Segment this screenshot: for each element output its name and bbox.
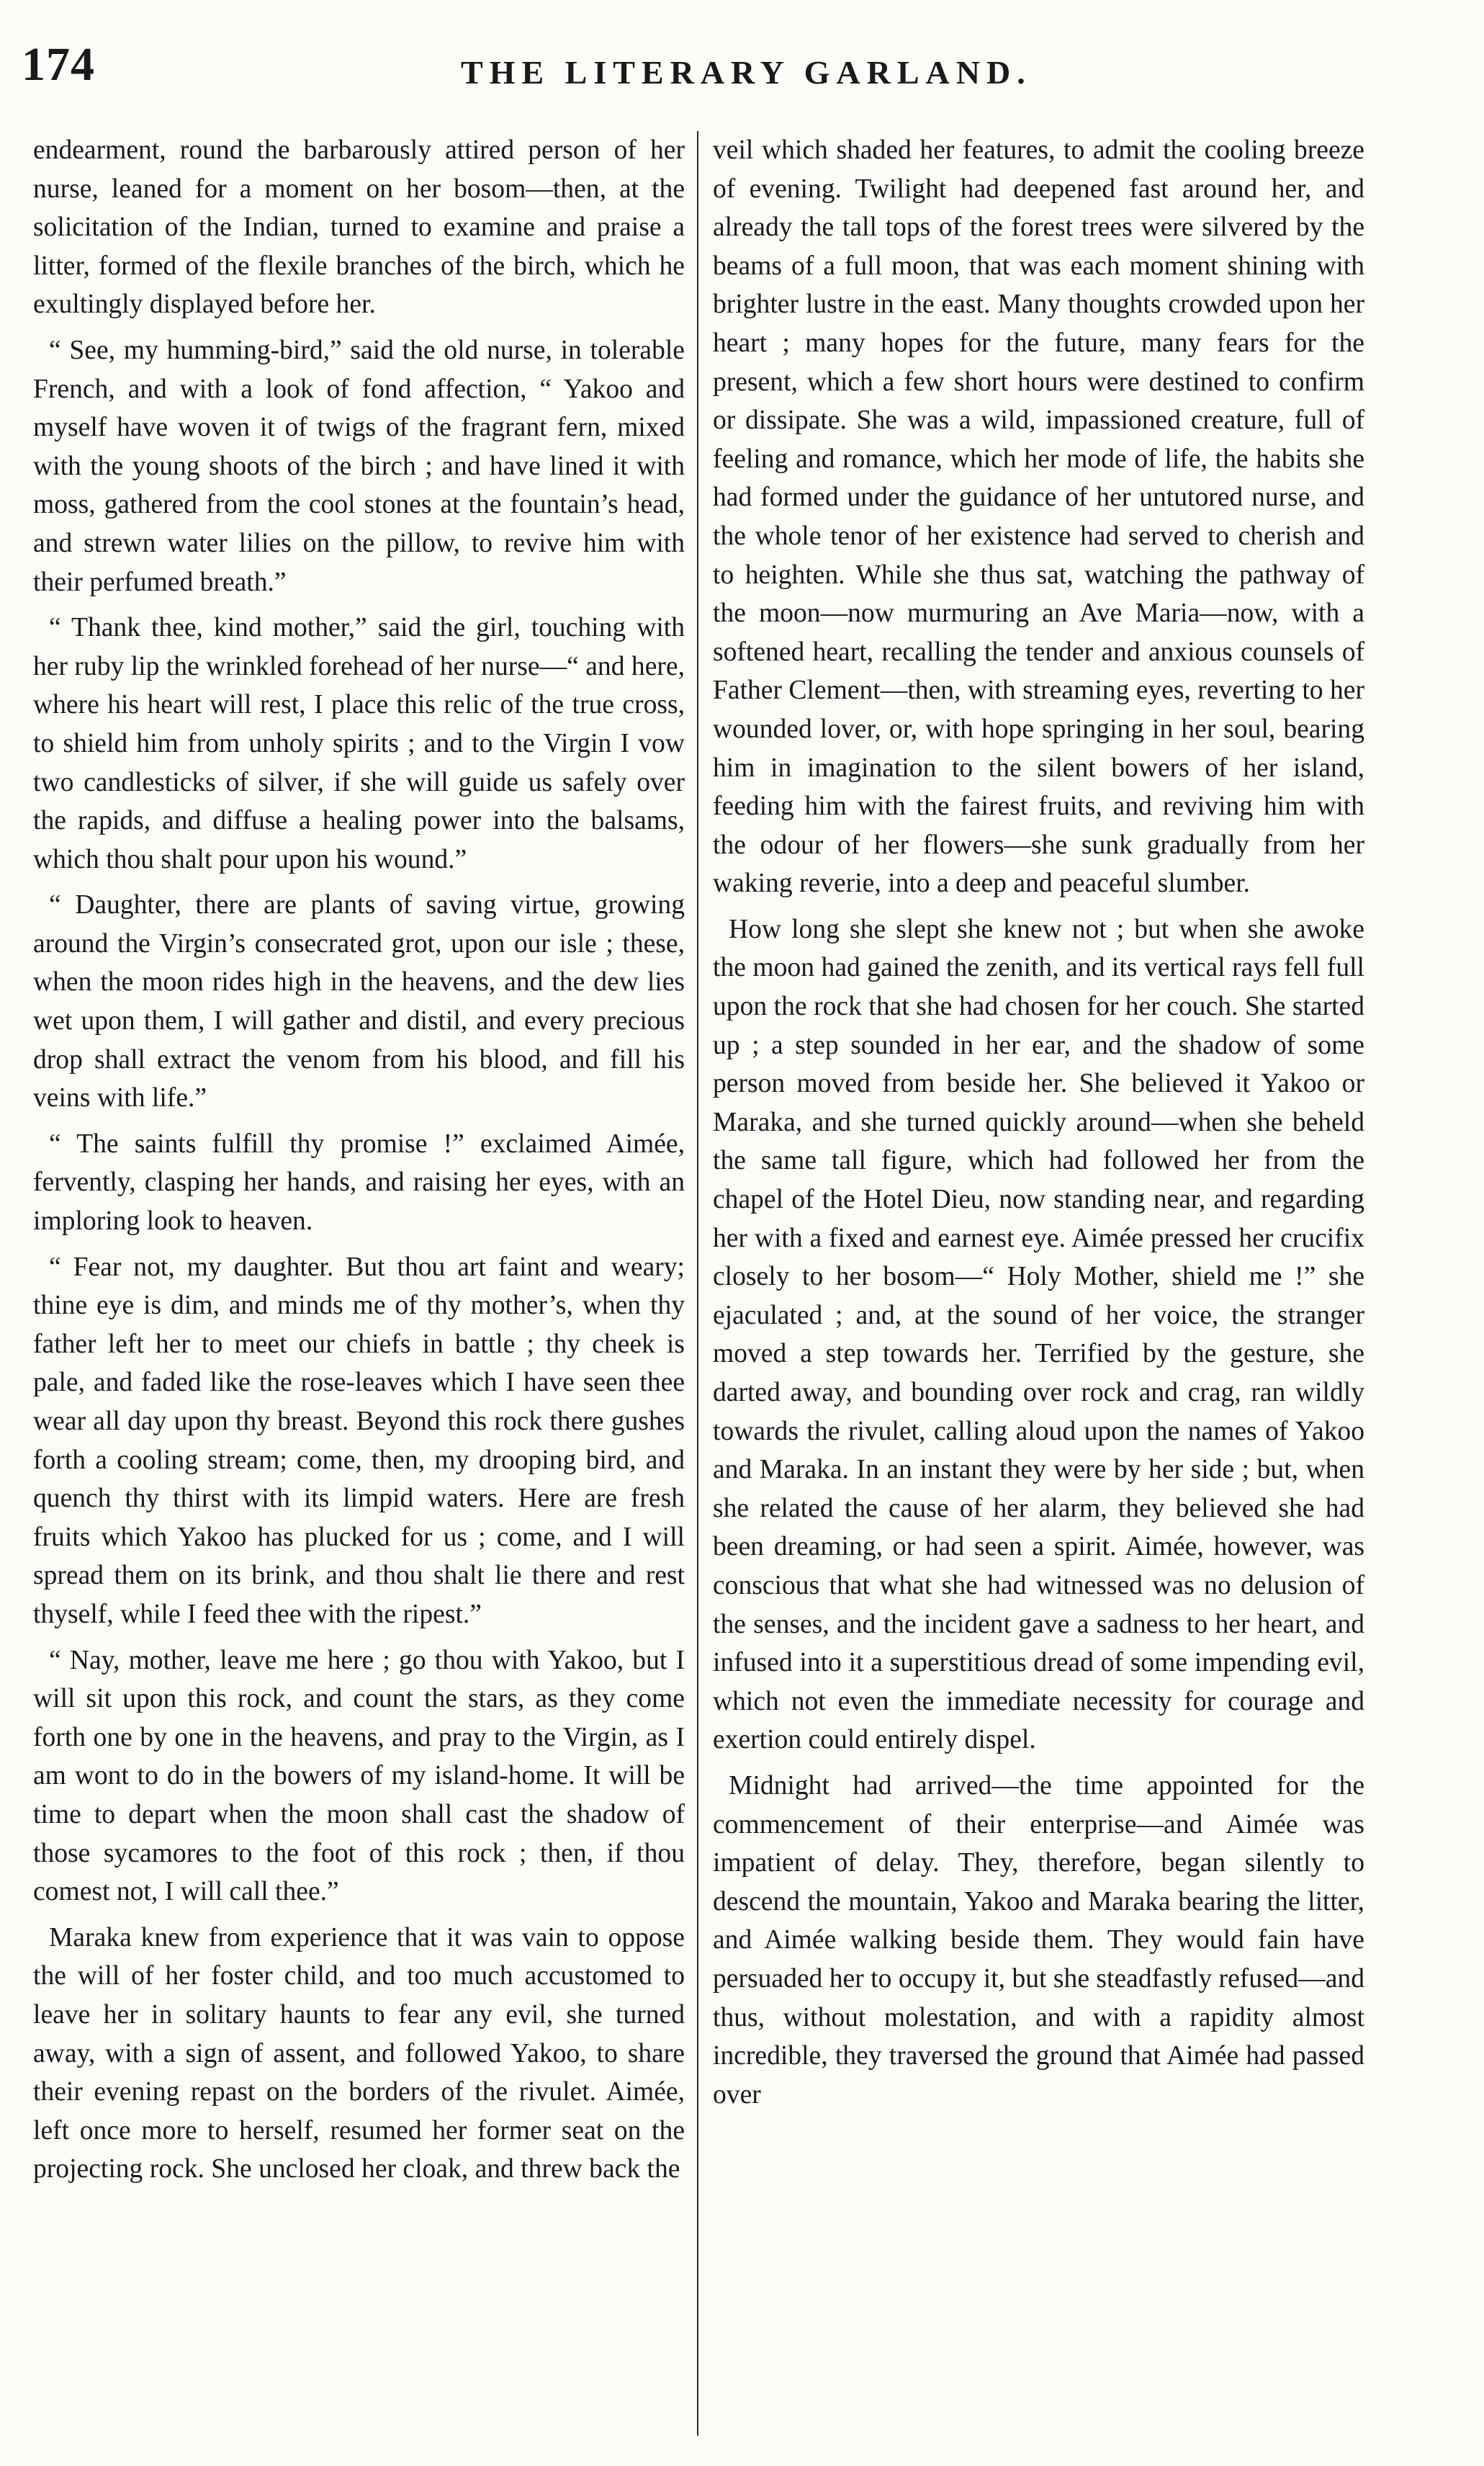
paragraph: Maraka knew from experience that it was vain to oppose the will of her foster child, and too much accustomed to leave her in solitary haunts to fear any evil, she turned away, with a sign of assent, and followed Yakoo, to share their evening repast on the borders of the rivulet. Aimée, left once more to herself, resumed her former seat on the projecting rock. She unclosed her cloak, and threw back the (33, 1922, 685, 2184)
column-divider (697, 131, 698, 2436)
right-column (713, 131, 1364, 2436)
page-header (22, 37, 1368, 102)
paragraph: “ The saints fulfill thy promise !” exclaimed Aimée, fervently, clasping her hands, and raising her eyes, with an imploring look to heaven. (33, 1129, 685, 1237)
paragraph: “ Daughter, there are plants of saving virtue, growing around the Virgin’s consecrated grot, upon our isle ; these, when the moon rides high in the heavens, and the dew lies wet upon them, I will gather and distil, and every precious drop shall extract the venom from his blood, and fill his veins with life.” (33, 890, 685, 1113)
paragraph: Midnight had arrived—the time appointed for the commencement of their enterprise—and Aimée was impatient of delay. They, therefore, began silently to descend the mountain, Yakoo and Maraka bearing the litter, and Aimée walking beside them. They would fain have persuaded her to occupy it, but she steadfastly refused—and thus, without molestation, and with a rapidity almost incredible, they traversed the ground that Aimée had passed over (713, 1770, 1364, 2109)
running-title: THE LITERARY GARLAND. (461, 54, 1032, 91)
paragraph: endearment, round the barbarously attired person of her nurse, leaned for a moment on her bosom—then, at the solicitation of the Indian, turned to examine and praise a litter, formed of the flexile branches of the birch, which he exultingly displayed before her. (33, 135, 685, 320)
paragraph: “ See, my humming-bird,” said the old nurse, in tolerable French, and with a look of fond affection, “ Yakoo and myself have woven it of twigs of the fragrant fern, mixed with the young shoots of the birch ; and have lined it with moss, gathered from the cool stones at the fountain’s head, and strewn water lilies on the pillow, to revive him with their perfumed breath.” (33, 335, 685, 597)
paragraph: “ Thank thee, kind mother,” said the girl, touching with her ruby lip the wrinkled forehead of her nurse—“ and here, where his heart will rest, I place this relic of the true cross, to shield him from unholy spirits ; and to the Virgin I vow two candlesticks of silver, if she will guide us safely over the rapids, and diffuse a healing power into the balsams, which thou shalt pour upon his wound.” (33, 613, 685, 874)
left-column (33, 131, 685, 2436)
page-number: 174 (22, 38, 95, 91)
paragraph: “ Nay, mother, leave me here ; go thou with Yakoo, but I will sit upon this rock, and count the stars, as they come forth one by one in the heavens, and pray to the Virgin, as I am wont to do in the bowers of my island-home. It will be time to depart when the moon shall cast the shadow of those sycamores to the foot of this rock ; then, if thou comest not, I will call thee.” (33, 1645, 685, 1907)
text-columns (33, 131, 1365, 2436)
paragraph: veil which shaded her features, to admit the cooling breeze of evening. Twilight had deepened fast around her, and already the tall tops of the forest trees were silvered by the beams of a full moon, that was each moment shining with brighter lustre in the east. Many thoughts crowded upon her heart ; many hopes for the future, many fears for the present, which a few short hours were destined to confirm or dissipate. She was a wild, impassioned creature, full of feeling and romance, which her mode of life, the habits she had formed under the guidance of her untutored nurse, and the whole tenor of her existence had served to cherish and to heighten. While she thus sat, watching the pathway of the moon—now murmuring an Ave Maria—now, with a softened heart, recalling the tender and anxious counsels of Father Clement—then, with streaming eyes, reverting to her wounded lover, or, with hope springing in her soul, bearing him in imagination to the silent bowers of her island, feeding him with the fairest fruits, and reviving him with the odour of her flowers—she sunk gradually from her waking reverie, into a deep and peaceful slumber. (713, 135, 1364, 899)
paragraph: “ Fear not, my daughter. But thou art faint and weary; thine eye is dim, and minds me of thy mother’s, when thy father left her to meet our chiefs in battle ; thy cheek is pale, and faded like the rose-leaves which I have seen thee wear all day upon thy breast. Beyond this rock there gushes forth a cooling stream; come, then, my drooping bird, and quench thy thirst with its limpid waters. Here are fresh fruits which Yakoo has plucked for us ; come, and I will spread them on its brink, and thou shalt lie there and rest thyself, while I feed thee with the ripest.” (33, 1252, 685, 1629)
paragraph: How long she slept she knew not ; but when she awoke the moon had gained the zenith, and its vertical rays fell full upon the rock that she had chosen for her couch. She started up ; a step sounded in her ear, and the shadow of some person moved from beside her. She believed it Yakoo or Maraka, and she turned quickly around—when she beheld the same tall figure, which had followed her from the chapel of the Hotel Dieu, now standing near, and regarding her with a fixed and earnest eye. Aimée pressed her crucifix closely to her bosom—“ Holy Mother, shield me !” she ejaculated ; and, at the sound of her voice, the stranger moved a step towards her. Terrified by the gesture, she darted away, and bounding over rock and crag, ran wildly towards the rivulet, calling aloud upon the names of Yakoo and Maraka. In an instant they were by her side ; but, when she related the cause of her alarm, they believed she had been dreaming, or had seen a spirit. Aimée, however, was conscious that what she had witnessed was no delusion of the senses, and the incident gave a sadness to her heart, and infused into it a superstitious dread of some impending evil, which not even the immediate necessity for courage and exertion could entirely dispel. (713, 914, 1364, 1755)
